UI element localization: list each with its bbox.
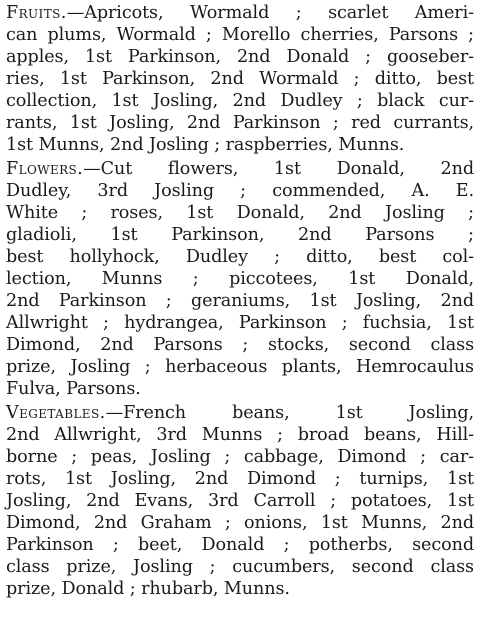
flowers-line-5: best hollyhock, Dudley ; ditto, best col-	[6, 247, 474, 267]
flowers-line-6: lection, Munns ; piccotees, 1st Donald,	[6, 269, 474, 289]
vegetables-line-8: class prize, Josling ; cucumbers, second class	[6, 557, 474, 577]
flowers-line-8: Allwright ; hydrangea, Parkinson ; fuchsia, 1st	[6, 313, 474, 333]
flowers-line-4: gladioli, 1st Parkinson, 2nd Parsons ;	[6, 225, 474, 245]
fruits-line-6: rants, 1st Josling, 2nd Parkinson ; red currants,	[6, 113, 474, 133]
vegetables-line-1: Vegetables.—French beans, 1st Josling,	[6, 403, 474, 423]
vegetables-line-2: 2nd Allwright, 3rd Munns ; broad beans, Hill-	[6, 425, 474, 445]
vegetables-line-4: rots, 1st Josling, 2nd Dimond ; turnips, 1st	[6, 469, 474, 489]
fruits-line-5: collection, 1st Josling, 2nd Dudley ; black cur-	[6, 91, 474, 111]
vegetables-line-7: Parkinson ; beet, Donald ; potherbs, second	[6, 535, 474, 555]
vegetables-heading: Vegetables.	[6, 403, 106, 423]
vegetables-line-6: Dimond, 2nd Graham ; onions, 1st Munns, 2nd	[6, 513, 474, 533]
flowers-line-10: prize, Josling ; herbaceous plants, Hemrocaulus	[6, 357, 474, 377]
vegetables-line-9: prize, Donald ; rhubarb, Munns.	[6, 579, 290, 599]
fruits-line-4: ries, 1st Parkinson, 2nd Wormald ; ditto, best	[6, 69, 474, 89]
flowers-line-11: Fulva, Parsons.	[6, 379, 141, 399]
fruits-line-3: apples, 1st Parkinson, 2nd Donald ; gooseber-	[6, 47, 474, 67]
fruits-line-7: 1st Munns, 2nd Josling ; raspberries, Munns.	[6, 135, 405, 155]
flowers-line-3: White ; roses, 1st Donald, 2nd Josling ;	[6, 203, 474, 223]
flowers-line-1: Flowers.—Cut flowers, 1st Donald, 2nd	[6, 159, 474, 179]
flowers-line-9: Dimond, 2nd Parsons ; stocks, second class	[6, 335, 474, 355]
flowers-line-7: 2nd Parkinson ; geraniums, 1st Josling, 2nd	[6, 291, 474, 311]
fruits-heading: Fruits.	[6, 3, 67, 23]
vegetables-line-5: Josling, 2nd Evans, 3rd Carroll ; potatoes, 1st	[6, 491, 474, 511]
fruits-line-1: Fruits.—Apricots, Wormald ; scarlet Ameri-	[6, 3, 474, 23]
flowers-line-2: Dudley, 3rd Josling ; commended, A. E.	[6, 181, 474, 201]
fruits-line-2: can plums, Wormald ; Morello cherries, Parsons ;	[6, 25, 474, 45]
vegetables-line-3: borne ; peas, Josling ; cabbage, Dimond ; car-	[6, 447, 474, 467]
flowers-heading: Flowers.	[6, 159, 84, 179]
